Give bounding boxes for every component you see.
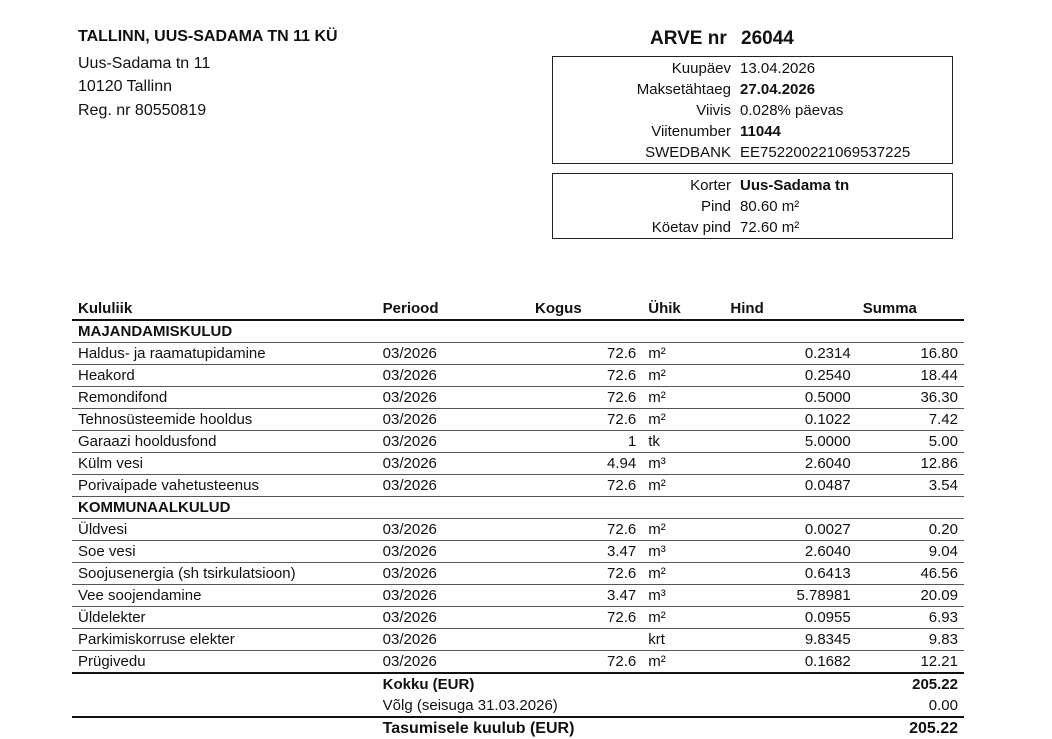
- cell-sum: 7.42: [857, 409, 964, 431]
- invoice-detail-key: Maksetähtaeg: [636, 81, 731, 98]
- apartment-detail-value: Uus-Sadama tn: [740, 177, 850, 194]
- cell-unit: m²: [642, 651, 724, 674]
- table-row: [72, 519, 964, 541]
- apartment-detail-value: 72.60 m²: [740, 219, 800, 236]
- cell-qty: 72.6: [529, 343, 642, 365]
- cell-unit: m²: [642, 343, 724, 365]
- cell-qty: 3.47: [529, 585, 642, 607]
- cell-price: 5.0000: [724, 431, 856, 453]
- cell-name: Üldelekter: [72, 607, 377, 629]
- cell-period: 03/2026: [377, 607, 529, 629]
- cell-qty: 72.6: [529, 563, 642, 585]
- cell-price: 0.6413: [724, 563, 856, 585]
- cell-period: 03/2026: [377, 651, 529, 674]
- cost-table: [72, 298, 964, 739]
- cell-qty: 72.6: [529, 409, 642, 431]
- cell-name: Porivaipade vahetusteenus: [72, 475, 377, 497]
- cell-name: Garaazi hooldusfond: [72, 431, 377, 453]
- header-price: Hind: [724, 298, 856, 320]
- cell-period: 03/2026: [377, 585, 529, 607]
- apartment-detail-key: Korter: [690, 177, 731, 194]
- cell-price: 0.1022: [724, 409, 856, 431]
- header-name: Kululiik: [72, 298, 377, 320]
- table-header: [72, 298, 964, 320]
- invoice-detail-key: SWEDBANK: [645, 144, 731, 161]
- section-title: MAJANDAMISKULUD: [72, 320, 964, 343]
- header-qty: Kogus: [529, 298, 642, 320]
- amount-due-value: 205.22: [857, 717, 964, 739]
- invoice-detail-key: Viivis: [696, 102, 731, 119]
- apartment-detail-key: Pind: [700, 198, 731, 215]
- table-row: [72, 651, 964, 674]
- cell-period: 03/2026: [377, 475, 529, 497]
- table-row: [72, 387, 964, 409]
- sender-city: 10120 Tallinn: [78, 78, 173, 95]
- sender-reg: Reg. nr 80550819: [78, 102, 207, 119]
- cell-unit: m²: [642, 409, 724, 431]
- table-row: [72, 607, 964, 629]
- cell-price: 0.0955: [724, 607, 856, 629]
- cell-price: 2.6040: [724, 541, 856, 563]
- cell-name: Prügivedu: [72, 651, 377, 674]
- cell-unit: m²: [642, 365, 724, 387]
- cell-period: 03/2026: [377, 343, 529, 365]
- cell-unit: m²: [642, 563, 724, 585]
- cell-name: Vee soojendamine: [72, 585, 377, 607]
- header-sum: Summa: [857, 298, 964, 320]
- cell-unit: tk: [642, 431, 724, 453]
- cell-name: Parkimiskorruse elekter: [72, 629, 377, 651]
- cell-qty: 72.6: [529, 651, 642, 674]
- total-label: Kokku (EUR): [377, 673, 725, 695]
- table-body: [72, 320, 964, 673]
- table-row: [72, 585, 964, 607]
- cell-sum: 0.20: [857, 519, 964, 541]
- cell-price: 0.5000: [724, 387, 856, 409]
- invoice-detail-key: Kuupäev: [671, 60, 731, 77]
- table-row: [72, 629, 964, 651]
- cell-period: 03/2026: [377, 453, 529, 475]
- cell-price: 0.0027: [724, 519, 856, 541]
- cell-sum: 12.86: [857, 453, 964, 475]
- cell-period: 03/2026: [377, 409, 529, 431]
- total-value: 205.22: [857, 673, 964, 695]
- amount-due-row: [72, 717, 964, 739]
- cell-unit: m²: [642, 519, 724, 541]
- cell-price: 0.0487: [724, 475, 856, 497]
- header-period: Periood: [377, 298, 529, 320]
- apartment-detail-key: Köetav pind: [651, 219, 731, 236]
- cell-period: 03/2026: [377, 629, 529, 651]
- cell-qty: 72.6: [529, 387, 642, 409]
- cell-unit: m³: [642, 453, 724, 475]
- cell-name: Remondifond: [72, 387, 377, 409]
- cell-name: Soe vesi: [72, 541, 377, 563]
- cell-price: 2.6040: [724, 453, 856, 475]
- cell-period: 03/2026: [377, 365, 529, 387]
- cell-name: Külm vesi: [72, 453, 377, 475]
- cell-sum: 5.00: [857, 431, 964, 453]
- invoice-detail-value: EE752200221069537225: [740, 144, 911, 161]
- debt-value: 0.00: [928, 697, 958, 714]
- invoice-label: ARVE nr: [650, 28, 727, 49]
- cell-sum: 36.30: [857, 387, 964, 409]
- total-row: [72, 673, 964, 695]
- invoice-detail-value: 27.04.2026: [740, 81, 816, 98]
- table-row: [72, 475, 964, 497]
- cell-qty: 3.47: [529, 541, 642, 563]
- cell-sum: 9.04: [857, 541, 964, 563]
- cell-sum: 16.80: [857, 343, 964, 365]
- table-row: [72, 563, 964, 585]
- header-unit: Ühik: [642, 298, 724, 320]
- table-row: [72, 343, 964, 365]
- section-title: KOMMUNAALKULUD: [72, 497, 964, 519]
- cell-sum: 12.21: [857, 651, 964, 674]
- sender-name: TALLINN, UUS-SADAMA TN 11 KÜ: [78, 28, 338, 45]
- cell-qty: 72.6: [529, 475, 642, 497]
- apartment-detail-value: 80.60 m²: [740, 198, 800, 215]
- cell-period: 03/2026: [377, 387, 529, 409]
- invoice-detail-value: 13.04.2026: [740, 60, 816, 77]
- cell-sum: 20.09: [857, 585, 964, 607]
- table-row: [72, 409, 964, 431]
- invoice-detail-value: 11044: [740, 123, 781, 140]
- debt-label: Võlg (seisuga 31.03.2026): [382, 697, 558, 714]
- table-row: [72, 431, 964, 453]
- table-row: [72, 453, 964, 475]
- cell-qty: 72.6: [529, 519, 642, 541]
- cell-name: Soojusenergia (sh tsirkulatsioon): [72, 563, 377, 585]
- invoice-detail-key: Viitenumber: [651, 123, 731, 140]
- cell-name: Haldus- ja raamatupidamine: [72, 343, 377, 365]
- table-row: [72, 365, 964, 387]
- cell-sum: 3.54: [857, 475, 964, 497]
- cell-unit: m³: [642, 585, 724, 607]
- amount-due-label: Tasumisele kuulub (EUR): [377, 717, 725, 739]
- cell-sum: 18.44: [857, 365, 964, 387]
- debt-row: [72, 695, 964, 717]
- cell-price: 0.2540: [724, 365, 856, 387]
- cell-unit: m³: [642, 541, 724, 563]
- cell-price: 5.78981: [724, 585, 856, 607]
- cell-name: Heakord: [72, 365, 377, 387]
- cell-price: 9.8345: [724, 629, 856, 651]
- table-row: [72, 541, 964, 563]
- cell-qty: 72.6: [529, 365, 642, 387]
- cell-price: 0.2314: [724, 343, 856, 365]
- cell-unit: m²: [642, 475, 724, 497]
- cell-period: 03/2026: [377, 563, 529, 585]
- cell-qty: 72.6: [529, 607, 642, 629]
- sender-address: Uus-Sadama tn 11: [78, 55, 211, 72]
- cell-sum: 9.83: [857, 629, 964, 651]
- cell-name: Tehnosüsteemide hooldus: [72, 409, 377, 431]
- cell-price: 0.1682: [724, 651, 856, 674]
- cell-unit: krt: [642, 629, 724, 651]
- cell-qty: [529, 629, 642, 651]
- invoice-number: 26044: [741, 28, 794, 49]
- cell-qty: 4.94: [529, 453, 642, 475]
- cell-unit: m²: [642, 607, 724, 629]
- cell-period: 03/2026: [377, 431, 529, 453]
- cell-name: Üldvesi: [72, 519, 377, 541]
- cell-sum: 46.56: [857, 563, 964, 585]
- cell-sum: 6.93: [857, 607, 964, 629]
- cell-period: 03/2026: [377, 541, 529, 563]
- invoice-detail-value: 0.028% päevas: [740, 102, 844, 119]
- section-header: [72, 497, 964, 519]
- section-header: [72, 320, 964, 343]
- cell-period: 03/2026: [377, 519, 529, 541]
- cell-unit: m²: [642, 387, 724, 409]
- cell-qty: 1: [529, 431, 642, 453]
